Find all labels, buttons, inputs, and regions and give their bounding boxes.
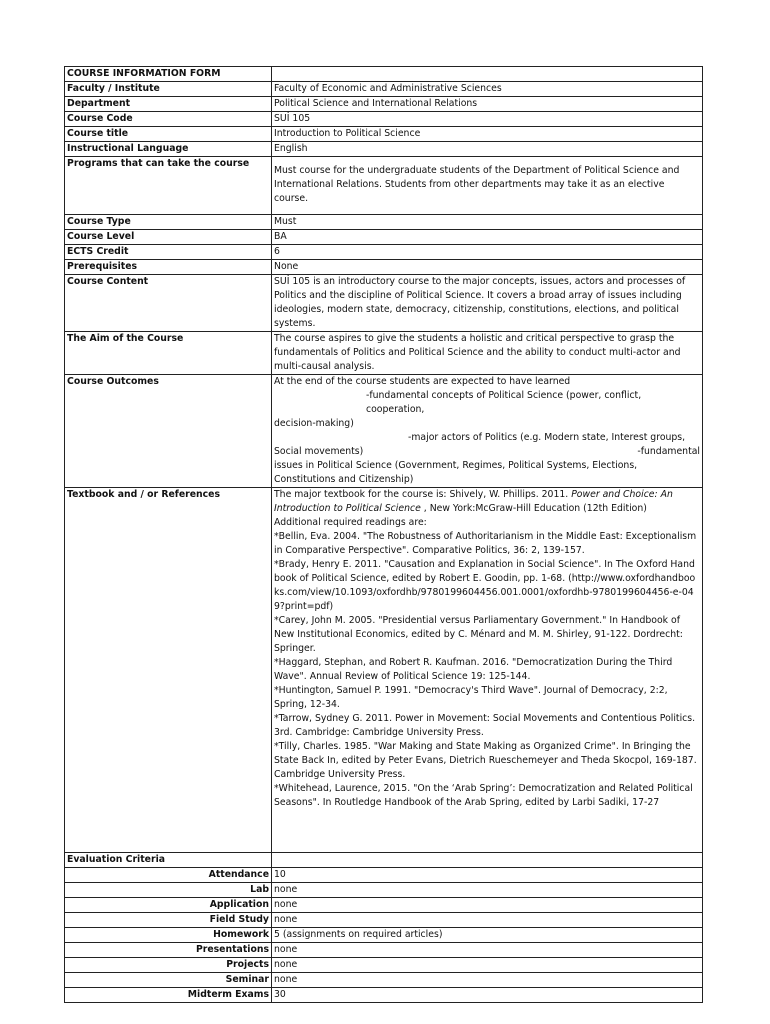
evaluation-item-value: 5 (assignments on required articles) bbox=[272, 928, 703, 943]
main-textbook-title: Power and Choice: An Introduction to Political Science bbox=[274, 489, 673, 514]
course-content-label: Course Content bbox=[65, 275, 272, 332]
course-content-value: SUİ 105 is an introductory course to the major concepts, issues, actors and processes of Politics and the discipline of Political Science. It covers a broad array of issues including ideologies, modern state, democracy, citizenship, constitutions, elections, and political systems. bbox=[272, 275, 703, 332]
evaluation-item-value: none bbox=[272, 913, 703, 928]
outcome-2a: -major actors of Politics (e.g. Modern state, Interest groups, bbox=[408, 432, 686, 443]
evaluation-item-value: none bbox=[272, 883, 703, 898]
evaluation-row bbox=[65, 868, 703, 883]
evaluation-item-value: none bbox=[272, 898, 703, 913]
course-title-label: Course title bbox=[65, 127, 272, 142]
evaluation-item-value: none bbox=[272, 943, 703, 958]
outcome-1a: -fundamental concepts of Political Science (power, conflict, cooperation, bbox=[366, 390, 642, 415]
evaluation-label: Evaluation Criteria bbox=[65, 853, 272, 868]
evaluation-item-label: Projects bbox=[65, 958, 272, 973]
evaluation-row bbox=[65, 883, 703, 898]
outcome-1b: decision-making) bbox=[274, 418, 354, 429]
language-value: English bbox=[272, 142, 703, 157]
outcome-3a: -fundamental bbox=[637, 446, 700, 457]
course-type-label: Course Type bbox=[65, 215, 272, 230]
references-blank-space bbox=[274, 810, 700, 852]
evaluation-header-row bbox=[65, 853, 703, 868]
outcomes-label: Course Outcomes bbox=[65, 375, 272, 488]
language-label: Instructional Language bbox=[65, 142, 272, 157]
prerequisites-value: None bbox=[272, 260, 703, 275]
evaluation-item-label: Application bbox=[65, 898, 272, 913]
evaluation-row bbox=[65, 973, 703, 988]
course-code-label: Course Code bbox=[65, 112, 272, 127]
course-code-value: SUİ 105 bbox=[272, 112, 703, 127]
evaluation-item-value: 10 bbox=[272, 868, 703, 883]
references-value bbox=[272, 488, 703, 853]
faculty-value: Faculty of Economic and Administrative Sciences bbox=[272, 82, 703, 97]
prerequisites-row bbox=[65, 260, 703, 275]
references-label: Textbook and / or References bbox=[65, 488, 272, 853]
evaluation-header-value bbox=[272, 853, 703, 868]
reference-item: *Huntington, Samuel P. 1991. "Democracy's Third Wave". Journal of Democracy, 2:2, Spring, 12-34. bbox=[274, 685, 668, 710]
ects-row bbox=[65, 245, 703, 260]
programs-value: Must course for the undergraduate students of the Department of Political Science and International Relations. Students from other departments may take it as an elective course. bbox=[272, 157, 703, 215]
department-label: Department bbox=[65, 97, 272, 112]
evaluation-item-label: Presentations bbox=[65, 943, 272, 958]
evaluation-row bbox=[65, 958, 703, 973]
reference-item: *Carey, John M. 2005. "Presidential versus Parliamentary Government." In Handbook of New Institutional Economics, edited by C. Ménard and M. M. Shirley, 91-122. Dordrecht: Springer. bbox=[274, 615, 683, 654]
evaluation-item-value: none bbox=[272, 958, 703, 973]
course-information-table bbox=[64, 66, 703, 1003]
outcomes-row bbox=[65, 375, 703, 488]
evaluation-row bbox=[65, 988, 703, 1003]
course-type-value: Must bbox=[272, 215, 703, 230]
outcome-2b: Social movements) bbox=[274, 446, 364, 457]
evaluation-item-value: 30 bbox=[272, 988, 703, 1003]
course-level-label: Course Level bbox=[65, 230, 272, 245]
programs-row bbox=[65, 157, 703, 215]
reference-item: *Whitehead, Laurence, 2015. "On the ‘Arab Spring’: Democratization and Related Political Seasons". In Routledge Handbook of the Arab Spring, edited by Larbi Sadiki, 17-27 bbox=[274, 783, 693, 808]
course-level-row bbox=[65, 230, 703, 245]
evaluation-item-label: Attendance bbox=[65, 868, 272, 883]
evaluation-row bbox=[65, 898, 703, 913]
additional-readings-heading: Additional required readings are: bbox=[274, 517, 427, 528]
evaluation-row bbox=[65, 928, 703, 943]
department-row bbox=[65, 97, 703, 112]
reference-item: *Haggard, Stephan, and Robert R. Kaufman. 2016. "Democratization During the Third Wave". Annual Review of Political Science 19: 125-144. bbox=[274, 657, 673, 682]
aim-value: The course aspires to give the students a holistic and critical perspective to grasp the fundamentals of Politics and Political Science and the ability to conduct multi-actor and multi-causal analysis. bbox=[272, 332, 703, 375]
main-textbook bbox=[274, 488, 700, 516]
evaluation-item-label: Midterm Exams bbox=[65, 988, 272, 1003]
outcome-3b: issues in Political Science (Government, Regimes, Political Systems, Elections, Constitutions and Citizenship) bbox=[274, 460, 638, 485]
evaluation-item-label: Homework bbox=[65, 928, 272, 943]
course-content-row bbox=[65, 275, 703, 332]
faculty-row bbox=[65, 82, 703, 97]
evaluation-item-value: none bbox=[272, 973, 703, 988]
outcomes-intro: At the end of the course students are expected to have learned bbox=[274, 376, 571, 387]
outcomes-value bbox=[272, 375, 703, 488]
evaluation-item-label: Lab bbox=[65, 883, 272, 898]
title-value-cell bbox=[272, 67, 703, 82]
form-title: COURSE INFORMATION FORM bbox=[65, 67, 272, 82]
ects-value: 6 bbox=[272, 245, 703, 260]
prerequisites-label: Prerequisites bbox=[65, 260, 272, 275]
evaluation-item-label: Field Study bbox=[65, 913, 272, 928]
reference-item: *Brady, Henry E. 2011. "Causation and Explanation in Social Science". In The Oxford Handbook of Political Science, edited by Robert E. Goodin, pp. 1-68. (http://www.oxfordhandbooks.com/view/10.1093/oxfordhb/9780199604456.001.0001/oxfordhb-9780199604456-e-049?print=pdf) bbox=[274, 559, 696, 612]
evaluation-item-label: Seminar bbox=[65, 973, 272, 988]
outcome-2b-line bbox=[274, 445, 700, 459]
course-level-value: BA bbox=[272, 230, 703, 245]
language-row bbox=[65, 142, 703, 157]
reference-item: *Tilly, Charles. 1985. "War Making and State Making as Organized Crime". In Bringing the State Back In, edited by Peter Evans, Dietrich Rueschemeyer and Theda Skocpol, 169-187. Cambridge University Press. bbox=[274, 741, 697, 780]
faculty-label: Faculty / Institute bbox=[65, 82, 272, 97]
course-title-value: Introduction to Political Science bbox=[272, 127, 703, 142]
reference-item: *Tarrow, Sydney G. 2011. Power in Movement: Social Movements and Contentious Politics. 3rd. Cambridge: Cambridge University Press. bbox=[274, 713, 696, 738]
main-textbook-suffix: , New York:McGraw-Hill Education (12th Edition) bbox=[420, 503, 647, 514]
course-type-row bbox=[65, 215, 703, 230]
course-code-row bbox=[65, 112, 703, 127]
course-title-row bbox=[65, 127, 703, 142]
reference-item: *Bellin, Eva. 2004. "The Robustness of Authoritarianism in the Middle East: Exceptionalism in Comparative Perspective". Comparative Politics, 36: 2, 139-157. bbox=[274, 531, 697, 556]
aim-row bbox=[65, 332, 703, 375]
aim-label: The Aim of the Course bbox=[65, 332, 272, 375]
evaluation-row bbox=[65, 943, 703, 958]
department-value: Political Science and International Relations bbox=[272, 97, 703, 112]
title-row bbox=[65, 67, 703, 82]
references-row bbox=[65, 488, 703, 853]
main-textbook-prefix: The major textbook for the course is: Shively, W. Phillips. 2011. bbox=[274, 489, 572, 500]
evaluation-row bbox=[65, 913, 703, 928]
ects-label: ECTS Credit bbox=[65, 245, 272, 260]
programs-label: Programs that can take the course bbox=[65, 157, 272, 215]
